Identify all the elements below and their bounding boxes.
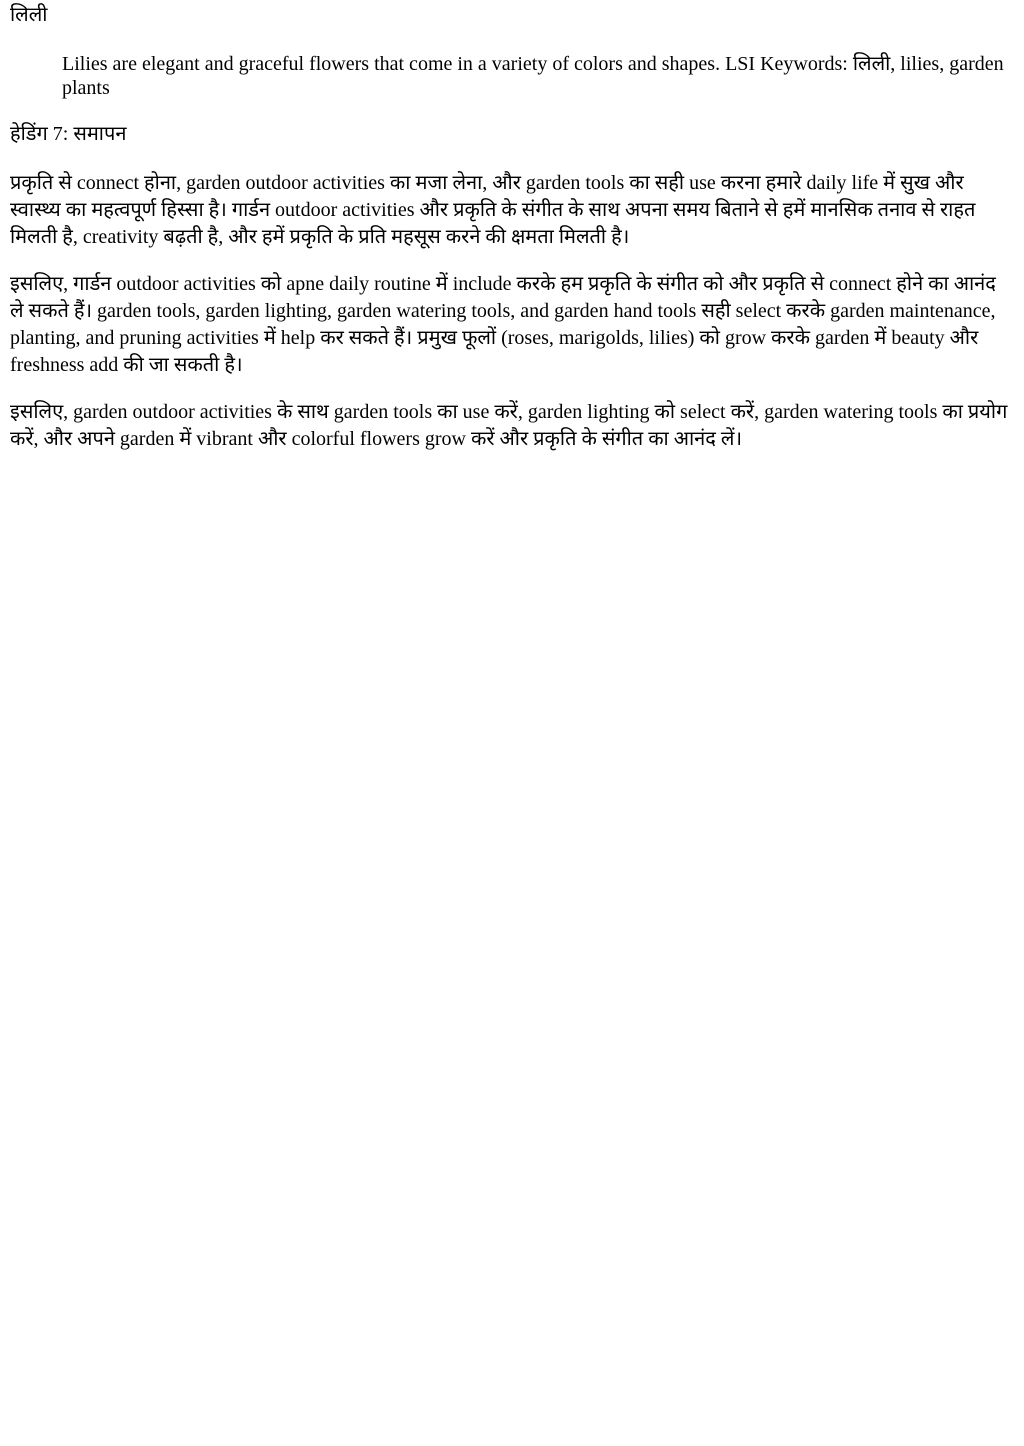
paragraph-3: इसलिए, garden outdoor activities के साथ garden tools का use करें, garden lighting को select करें, garden watering tools का प्रयोग करें, और अपने garden में vibrant और colorful flowers grow करें और प्रकृति के संगीत का आनंद लें। xyxy=(10,401,1008,450)
paragraph-2: इसलिए, गार्डन outdoor activities को apne daily routine में include करके हम प्रकृति के संगीत को और प्रकृति से connect होने का आनंद ले सकते हैं। garden tools, garden lighting, garden watering tools, and garden hand tools सही select करके garden maintenance, planting, and pruning activities में help कर सकते हैं। प्रमुख फूलों (roses, marigolds, lilies) को grow करके garden में beauty और freshness add की जा सकती है। xyxy=(10,273,996,376)
paragraph-1: प्रकृति से connect होना, garden outdoor activities का मजा लेना, और garden tools का सही use करना हमारे daily life में सुख और स्वास्थ्य का महत्वपूर्ण हिस्सा है। गार्डन outdoor activities और प्रकृति के संगीत के साथ अपना समय बिताने से हमें मानसिक तनाव से राहत मिलती है, creativity बढ़ती है, और हमें प्रकृति के प्रति महसूस करने की क्षमता मिलती है। xyxy=(10,172,976,248)
blockquote: Lilies are elegant and graceful flowers that come in a variety of colors and shapes. LSI Keywords: लिली, lilies, garden plants xyxy=(62,53,1004,99)
section-heading: हेडिंग 7: समापन xyxy=(10,123,127,145)
top-label: लिली xyxy=(10,4,48,26)
